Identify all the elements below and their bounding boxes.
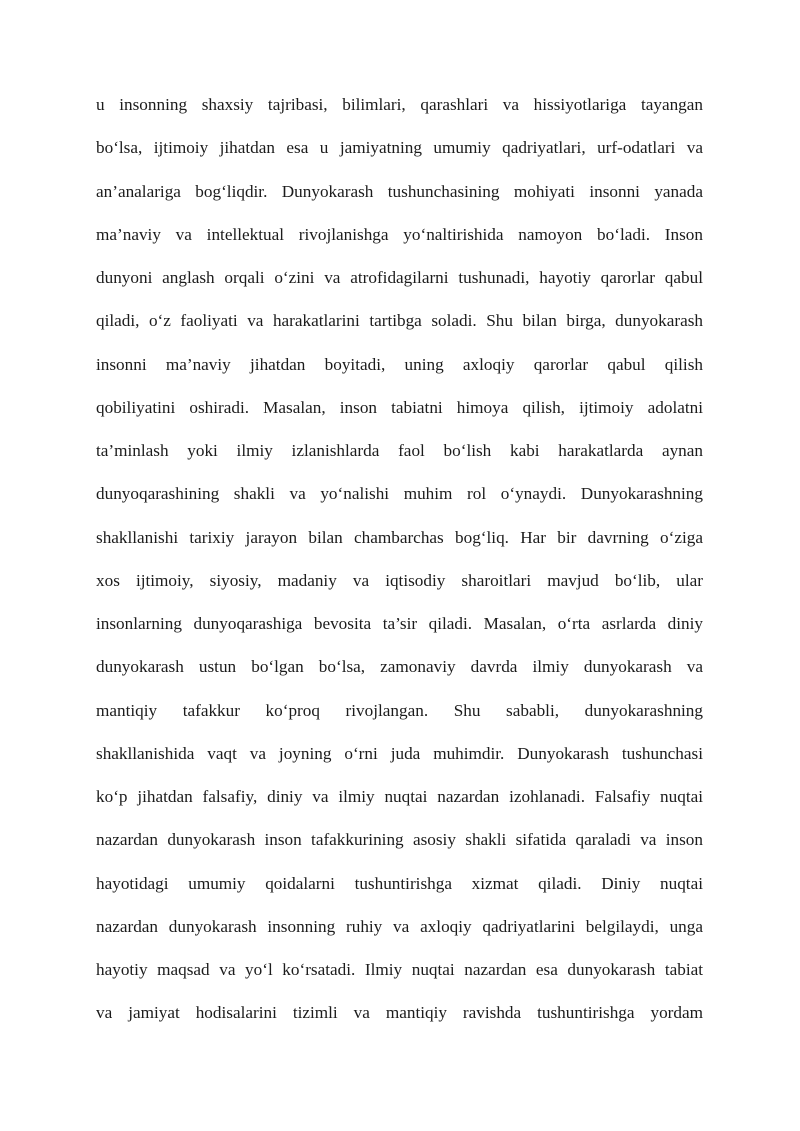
text-line: dunyoni anglash orqali o‘zini va atrofidagilarni tushunadi, hayotiy qarorlar qabul [96,268,703,287]
text-line: hayotiy maqsad va yo‘l ko‘rsatadi. Ilmiy nuqtai nazardan esa dunyokarash tabiat [96,960,703,979]
text-line: nazardan dunyokarash insonning ruhiy va axloqiy qadriyatlarini belgilaydi, unga [96,916,703,936]
text-line: dunyoqarashining shakli va yo‘nalishi muhim rol o‘ynaydi. Dunyokarashning [96,484,703,504]
text-line: dunyokarash ustun bo‘lgan bo‘lsa, zamonaviy davrda ilmiy dunyokarash va [96,657,703,677]
body-text [96,92,703,1044]
text-line: ta’minlash yoki ilmiy izlanishlarda faol bo‘lish kabi harakatlarda aynan [96,441,703,460]
text-line: xos ijtimoiy, siyosiy, madaniy va iqtisodiy sharoitlari mavjud bo‘lib, ular [96,570,703,590]
text-line: qobiliyatini oshiradi. Masalan, inson tabiatni himoya qilish, ijtimoiy adolatni [96,397,703,417]
text-line: ko‘p jihatdan falsafiy, diniy va ilmiy nuqtai nazardan izohlanadi. Falsafiy nuqtai [96,787,703,806]
text-line: qiladi, o‘z faoliyati va harakatlarini tartibga soladi. Shu bilan birga, dunyokarash [96,311,703,331]
text-line: ma’naviy va intellektual rivojlanishga yo‘naltirishida namoyon bo‘ladi. Inson [96,224,703,244]
text-line: insonlarning dunyoqarashiga bevosita ta’sir qiladi. Masalan, o‘rta asrlarda diniy [96,614,703,633]
text-line: va jamiyat hodisalarini tizimli va mantiqiy ravishda tushuntirishga yordam [96,1003,703,1023]
text-line: hayotidagi umumiy qoidalarni tushuntirishga xizmat qiladi. Diniy nuqtai [96,873,703,893]
text-line: an’analariga bog‘liqdir. Dunyokarash tushunchasining mohiyati insonni yanada [96,181,703,201]
text-line: mantiqiy tafakkur ko‘proq rivojlangan. Shu sababli, dunyokarashning [96,700,703,720]
text-line: bo‘lsa, ijtimoiy jihatdan esa u jamiyatning umumiy qadriyatlari, urf-odatlari va [96,138,703,158]
text-line: u insonning shaxsiy tajribasi, bilimlari, qarashlari va hissiyotlariga tayangan [96,95,703,114]
text-line: insonni ma’naviy jihatdan boyitadi, uning axloqiy qarorlar qabul qilish [96,354,703,374]
text-line: shakllanishida vaqt va joyning o‘rni juda muhimdir. Dunyokarash tushunchasi [96,743,703,763]
text-line: shakllanishi tarixiy jarayon bilan chambarchas bog‘liq. Har bir davrning o‘ziga [96,527,703,547]
text-line: nazardan dunyokarash inson tafakkurining asosiy shakli sifatida qaraladi va inson [96,830,703,850]
